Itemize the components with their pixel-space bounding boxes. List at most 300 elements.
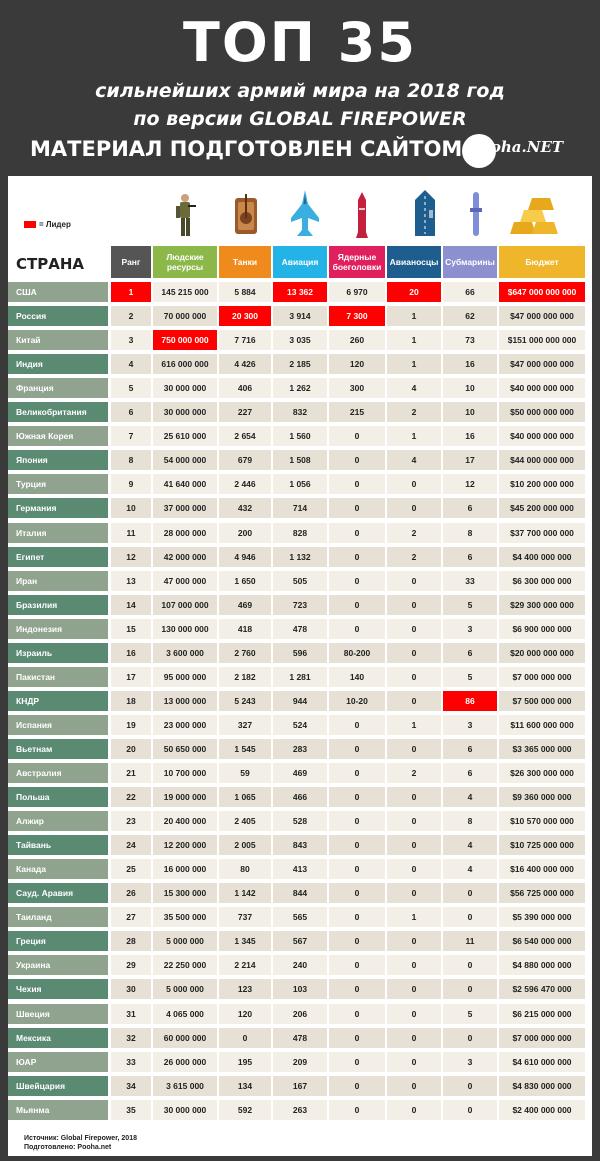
cell-submarines: 73 [443, 330, 497, 350]
table-row [8, 785, 592, 809]
cell-manpower: 23 000 000 [153, 715, 217, 735]
cell-tanks: 737 [219, 907, 271, 927]
country-name: Бразилия [8, 595, 108, 615]
cell-nuclear-warheads: 0 [329, 450, 385, 470]
cell-nuclear-warheads: 0 [329, 955, 385, 975]
cell-budget: $7 500 000 000 [499, 691, 585, 711]
cell-nuclear-warheads: 0 [329, 1028, 385, 1048]
cell-aircraft-carriers: 0 [387, 979, 441, 999]
table-row [8, 737, 592, 761]
table-row [8, 761, 592, 785]
cell-rank: 27 [111, 907, 151, 927]
cell-aircraft: 1 132 [273, 547, 327, 567]
cell-rank: 6 [111, 402, 151, 422]
cell-manpower: 30 000 000 [153, 378, 217, 398]
cell-submarines: 6 [443, 763, 497, 783]
fighter-jet-icon [291, 190, 319, 238]
cell-aircraft: 413 [273, 859, 327, 879]
cell-submarines: 4 [443, 787, 497, 807]
country-name: Мексика [8, 1028, 108, 1048]
cell-submarines: 62 [443, 306, 497, 326]
cell-aircraft: 103 [273, 979, 327, 999]
cell-tanks-leader: 20 300 [219, 306, 271, 326]
cell-manpower: 10 700 000 [153, 763, 217, 783]
cell-rank: 10 [111, 498, 151, 518]
cell-aircraft-carriers: 2 [387, 523, 441, 543]
cell-rank: 18 [111, 691, 151, 711]
infographic-header [0, 0, 600, 176]
cell-manpower-leader: 750 000 000 [153, 330, 217, 350]
country-name: Индия [8, 354, 108, 374]
cell-aircraft: 3 914 [273, 306, 327, 326]
cell-aircraft-carriers: 0 [387, 619, 441, 639]
cell-aircraft: 283 [273, 739, 327, 759]
country-name: Китай [8, 330, 108, 350]
cell-aircraft-carriers: 0 [387, 1100, 441, 1120]
cell-submarines: 6 [443, 739, 497, 759]
cell-rank: 9 [111, 474, 151, 494]
made-by-text: МАТЕРИАЛ ПОДГОТОВЛЕН САЙТОМ [30, 137, 463, 161]
cell-rank: 29 [111, 955, 151, 975]
cell-aircraft: 3 035 [273, 330, 327, 350]
country-name: Италия [8, 523, 108, 543]
country-name: Тайвань [8, 835, 108, 855]
cell-tanks: 134 [219, 1076, 271, 1096]
cell-nuclear-warheads: 0 [329, 619, 385, 639]
cell-aircraft: 263 [273, 1100, 327, 1120]
cell-aircraft: 167 [273, 1076, 327, 1096]
cell-aircraft-carriers: 0 [387, 643, 441, 663]
cell-aircraft-carriers: 1 [387, 426, 441, 446]
cell-aircraft-carriers: 4 [387, 378, 441, 398]
cell-nuclear-warheads: 260 [329, 330, 385, 350]
country-name: Франция [8, 378, 108, 398]
cell-tanks: 679 [219, 450, 271, 470]
gold-bars-icon [510, 198, 562, 236]
column-header-manpower: Людские ресурсы [153, 246, 217, 278]
legend-label: = Лидер [39, 220, 71, 229]
cell-manpower: 35 500 000 [153, 907, 217, 927]
cell-nuclear-warheads: 0 [329, 811, 385, 831]
cell-nuclear-warheads: 0 [329, 787, 385, 807]
table-row [8, 641, 592, 665]
cell-budget: $7 000 000 000 [499, 1028, 585, 1048]
cell-manpower: 16 000 000 [153, 859, 217, 879]
cell-budget: $2 400 000 000 [499, 1100, 585, 1120]
cell-aircraft: 565 [273, 907, 327, 927]
cell-nuclear-warheads: 0 [329, 979, 385, 999]
cell-budget: $16 400 000 000 [499, 859, 585, 879]
cell-submarines: 6 [443, 498, 497, 518]
cell-aircraft-leader: 13 362 [273, 282, 327, 302]
cell-aircraft: 1 508 [273, 450, 327, 470]
cell-tanks: 2 005 [219, 835, 271, 855]
cell-aircraft: 843 [273, 835, 327, 855]
country-name: Испания [8, 715, 108, 735]
table-row [8, 905, 592, 929]
cell-aircraft: 478 [273, 1028, 327, 1048]
cell-manpower: 130 000 000 [153, 619, 217, 639]
cell-nuclear-warheads: 0 [329, 1100, 385, 1120]
cell-tanks: 592 [219, 1100, 271, 1120]
country-name: Швеция [8, 1004, 108, 1024]
country-name: Япония [8, 450, 108, 470]
column-header-aircraft-carriers: Авианосцы [387, 246, 441, 278]
country-name: Вьетнам [8, 739, 108, 759]
cell-rank: 7 [111, 426, 151, 446]
cell-rank: 11 [111, 523, 151, 543]
cell-aircraft-carriers: 0 [387, 498, 441, 518]
table-row [8, 1050, 592, 1074]
cell-submarines-leader: 86 [443, 691, 497, 711]
cell-submarines: 10 [443, 402, 497, 422]
table-row [8, 545, 592, 569]
cell-tanks: 4 946 [219, 547, 271, 567]
cell-aircraft-carriers: 1 [387, 354, 441, 374]
cell-manpower: 107 000 000 [153, 595, 217, 615]
country-name: Индонезия [8, 619, 108, 639]
cell-tanks: 469 [219, 595, 271, 615]
cell-budget: $11 600 000 000 [499, 715, 585, 735]
table-row [8, 472, 592, 496]
country-name: Израиль [8, 643, 108, 663]
cell-manpower: 28 000 000 [153, 523, 217, 543]
cell-tanks: 2 214 [219, 955, 271, 975]
cell-rank: 24 [111, 835, 151, 855]
cell-manpower: 3 615 000 [153, 1076, 217, 1096]
cell-tanks: 1 142 [219, 883, 271, 903]
cell-budget: $151 000 000 000 [499, 330, 585, 350]
cell-aircraft-carriers: 1 [387, 306, 441, 326]
table-row [8, 689, 592, 713]
table-row [8, 448, 592, 472]
cell-manpower: 145 215 000 [153, 282, 217, 302]
cell-tanks: 5 884 [219, 282, 271, 302]
cell-tanks: 1 345 [219, 931, 271, 951]
column-header-nuclear-warheads: Ядерные боеголовки [329, 246, 385, 278]
cell-nuclear-warheads: 0 [329, 523, 385, 543]
cell-aircraft-carriers: 2 [387, 402, 441, 422]
table-row [8, 352, 592, 376]
cell-rank: 28 [111, 931, 151, 951]
country-name: ЮАР [8, 1052, 108, 1072]
cell-aircraft-carriers: 0 [387, 739, 441, 759]
cell-submarines: 5 [443, 595, 497, 615]
country-name: Южная Корея [8, 426, 108, 446]
cell-submarines: 8 [443, 811, 497, 831]
country-column-header: СТРАНА [16, 255, 85, 273]
table-row [8, 376, 592, 400]
cell-manpower: 616 000 000 [153, 354, 217, 374]
cell-aircraft: 944 [273, 691, 327, 711]
column-header-aircraft: Авиация [273, 246, 327, 278]
cell-submarines: 0 [443, 955, 497, 975]
cell-nuclear-warheads: 0 [329, 474, 385, 494]
cell-nuclear-warheads: 0 [329, 571, 385, 591]
cell-nuclear-warheads: 0 [329, 547, 385, 567]
table-row [8, 809, 592, 833]
table-row [8, 328, 592, 352]
cell-aircraft-carriers: 0 [387, 859, 441, 879]
cell-aircraft: 1 281 [273, 667, 327, 687]
cell-aircraft: 528 [273, 811, 327, 831]
cell-budget: $9 360 000 000 [499, 787, 585, 807]
cell-nuclear-warheads: 0 [329, 883, 385, 903]
cell-manpower: 95 000 000 [153, 667, 217, 687]
cell-budget: $6 540 000 000 [499, 931, 585, 951]
cell-manpower: 5 000 000 [153, 931, 217, 951]
cell-tanks: 1 545 [219, 739, 271, 759]
cell-budget: $3 365 000 000 [499, 739, 585, 759]
cell-manpower: 20 400 000 [153, 811, 217, 831]
cell-rank: 23 [111, 811, 151, 831]
cell-nuclear-warheads: 140 [329, 667, 385, 687]
cell-tanks: 200 [219, 523, 271, 543]
table-row [8, 713, 592, 737]
subtitle-line-2: по версии GLOBAL FIREPOWER [133, 108, 467, 130]
cell-aircraft: 596 [273, 643, 327, 663]
column-header-rank: Ранг [111, 246, 151, 278]
table-row [8, 1026, 592, 1050]
cell-nuclear-warheads: 0 [329, 931, 385, 951]
legend [24, 220, 71, 229]
cell-budget: $6 900 000 000 [499, 619, 585, 639]
column-header-submarines: Субмарины [443, 246, 497, 278]
cell-tanks: 2 182 [219, 667, 271, 687]
cell-tanks: 2 654 [219, 426, 271, 446]
cell-tanks: 195 [219, 1052, 271, 1072]
page-title: ТОП 35 [183, 11, 417, 74]
cell-tanks: 1 650 [219, 571, 271, 591]
cell-aircraft-carriers: 0 [387, 883, 441, 903]
cell-budget: $45 200 000 000 [499, 498, 585, 518]
cell-nuclear-warheads: 80-200 [329, 643, 385, 663]
cell-nuclear-warheads: 6 970 [329, 282, 385, 302]
cell-tanks: 406 [219, 378, 271, 398]
country-name: Великобритания [8, 402, 108, 422]
cell-submarines: 16 [443, 426, 497, 446]
cell-submarines: 0 [443, 1100, 497, 1120]
cell-aircraft-carriers: 1 [387, 330, 441, 350]
cell-budget: $5 390 000 000 [499, 907, 585, 927]
cell-budget: $4 400 000 000 [499, 547, 585, 567]
cell-submarines: 0 [443, 883, 497, 903]
country-name: США [8, 282, 108, 302]
cell-tanks: 80 [219, 859, 271, 879]
table-row [8, 400, 592, 424]
cell-budget: $7 000 000 000 [499, 667, 585, 687]
cell-aircraft: 469 [273, 763, 327, 783]
cell-manpower: 50 650 000 [153, 739, 217, 759]
cell-manpower: 30 000 000 [153, 1100, 217, 1120]
subtitle-line-1: сильнейших армий мира на 2018 год [95, 80, 505, 102]
leader-swatch [24, 221, 36, 228]
cell-aircraft: 844 [273, 883, 327, 903]
cell-tanks: 432 [219, 498, 271, 518]
table-row [8, 1098, 592, 1122]
cell-submarines: 10 [443, 378, 497, 398]
cell-rank: 12 [111, 547, 151, 567]
column-header-tanks: Танки [219, 246, 271, 278]
cell-rank: 26 [111, 883, 151, 903]
country-name: Чехия [8, 979, 108, 999]
cell-rank: 19 [111, 715, 151, 735]
cell-rank: 34 [111, 1076, 151, 1096]
cell-aircraft-carriers: 0 [387, 595, 441, 615]
cell-budget-leader: $647 000 000 000 [499, 282, 585, 302]
cell-submarines: 17 [443, 450, 497, 470]
cell-aircraft: 723 [273, 595, 327, 615]
cell-aircraft-carriers: 0 [387, 835, 441, 855]
cell-aircraft-carriers: 0 [387, 787, 441, 807]
cell-manpower: 5 000 000 [153, 979, 217, 999]
cell-rank: 35 [111, 1100, 151, 1120]
cell-rank: 32 [111, 1028, 151, 1048]
cell-aircraft-carriers: 0 [387, 667, 441, 687]
cell-aircraft-carriers: 1 [387, 715, 441, 735]
cell-tanks: 1 065 [219, 787, 271, 807]
country-name: Швейцария [8, 1076, 108, 1096]
cell-rank: 30 [111, 979, 151, 999]
cell-nuclear-warheads: 0 [329, 715, 385, 735]
cell-submarines: 3 [443, 1052, 497, 1072]
country-name: Сауд. Аравия [8, 883, 108, 903]
nuclear-missile-icon [356, 192, 368, 238]
country-name: Алжир [8, 811, 108, 831]
cell-manpower: 47 000 000 [153, 571, 217, 591]
cell-submarines: 5 [443, 1004, 497, 1024]
table-row [8, 1002, 592, 1026]
cell-budget: $40 000 000 000 [499, 426, 585, 446]
country-name: Польша [8, 787, 108, 807]
cell-aircraft: 209 [273, 1052, 327, 1072]
cell-budget: $47 000 000 000 [499, 306, 585, 326]
cell-rank: 22 [111, 787, 151, 807]
country-name: Украина [8, 955, 108, 975]
table-row [8, 424, 592, 448]
cell-rank: 25 [111, 859, 151, 879]
cell-budget: $37 700 000 000 [499, 523, 585, 543]
country-name: Иран [8, 571, 108, 591]
country-name: Пакистан [8, 667, 108, 687]
cell-aircraft: 466 [273, 787, 327, 807]
table-row [8, 953, 592, 977]
cell-manpower: 70 000 000 [153, 306, 217, 326]
source-note: Источник: Global Firepower, 2018 [24, 1135, 137, 1142]
cell-submarines: 4 [443, 859, 497, 879]
cell-nuclear-warheads: 0 [329, 1052, 385, 1072]
cell-rank: 15 [111, 619, 151, 639]
table-row [8, 929, 592, 953]
cell-aircraft-carriers: 2 [387, 763, 441, 783]
cell-aircraft-carriers: 0 [387, 474, 441, 494]
country-name: Мьянма [8, 1100, 108, 1120]
cell-tanks: 2 405 [219, 811, 271, 831]
cell-budget: $29 300 000 000 [499, 595, 585, 615]
cell-tanks: 327 [219, 715, 271, 735]
cell-rank: 13 [111, 571, 151, 591]
ranking-table-card [8, 176, 592, 1156]
prepared-note: Подготовлено: Pooha.net [24, 1144, 112, 1151]
cell-budget: $50 000 000 000 [499, 402, 585, 422]
cell-aircraft: 478 [273, 619, 327, 639]
country-name: Канада [8, 859, 108, 879]
cell-nuclear-warheads: 0 [329, 1076, 385, 1096]
cell-aircraft-carriers-leader: 20 [387, 282, 441, 302]
table-row [8, 833, 592, 857]
cell-rank: 14 [111, 595, 151, 615]
cell-nuclear-warheads: 215 [329, 402, 385, 422]
cell-nuclear-warheads: 0 [329, 426, 385, 446]
cell-submarines: 0 [443, 1028, 497, 1048]
table-row [8, 977, 592, 1001]
cell-aircraft: 714 [273, 498, 327, 518]
cell-manpower: 22 250 000 [153, 955, 217, 975]
cell-budget: $47 000 000 000 [499, 354, 585, 374]
cell-aircraft: 240 [273, 955, 327, 975]
country-name: КНДР [8, 691, 108, 711]
cell-budget: $6 215 000 000 [499, 1004, 585, 1024]
cell-tanks: 59 [219, 763, 271, 783]
cell-budget: $4 830 000 000 [499, 1076, 585, 1096]
cell-nuclear-warheads: 0 [329, 739, 385, 759]
cell-submarines: 0 [443, 979, 497, 999]
cell-tanks: 227 [219, 402, 271, 422]
table-row [8, 304, 592, 328]
cell-rank: 31 [111, 1004, 151, 1024]
cell-submarines: 8 [443, 523, 497, 543]
table-row [8, 521, 592, 545]
cell-aircraft-carriers: 0 [387, 955, 441, 975]
cell-submarines: 6 [443, 547, 497, 567]
cell-aircraft-carriers: 0 [387, 931, 441, 951]
cell-nuclear-warheads: 120 [329, 354, 385, 374]
cell-manpower: 26 000 000 [153, 1052, 217, 1072]
cell-tanks: 2 760 [219, 643, 271, 663]
cell-rank: 8 [111, 450, 151, 470]
cell-aircraft-carriers: 0 [387, 1076, 441, 1096]
cell-rank: 16 [111, 643, 151, 663]
cell-nuclear-warheads-leader: 7 300 [329, 306, 385, 326]
cell-nuclear-warheads: 0 [329, 595, 385, 615]
table-row [8, 665, 592, 689]
cell-budget: $10 570 000 000 [499, 811, 585, 831]
cell-budget: $40 000 000 000 [499, 378, 585, 398]
cell-budget: $10 200 000 000 [499, 474, 585, 494]
aircraft-carrier-icon [413, 190, 437, 238]
cell-rank: 4 [111, 354, 151, 374]
cell-submarines: 16 [443, 354, 497, 374]
table-row [8, 593, 592, 617]
submarine-icon [470, 190, 482, 238]
cell-tanks: 2 446 [219, 474, 271, 494]
cell-aircraft-carriers: 2 [387, 547, 441, 567]
cell-aircraft-carriers: 0 [387, 1004, 441, 1024]
table-row [8, 569, 592, 593]
cell-submarines: 5 [443, 667, 497, 687]
table-row [8, 617, 592, 641]
cell-nuclear-warheads: 0 [329, 835, 385, 855]
table-row [8, 857, 592, 881]
cell-aircraft: 832 [273, 402, 327, 422]
country-name: Таиланд [8, 907, 108, 927]
cell-manpower: 15 300 000 [153, 883, 217, 903]
cell-manpower: 19 000 000 [153, 787, 217, 807]
cell-tanks: 7 716 [219, 330, 271, 350]
cell-rank: 20 [111, 739, 151, 759]
cell-budget: $10 725 000 000 [499, 835, 585, 855]
table-row [8, 280, 592, 304]
